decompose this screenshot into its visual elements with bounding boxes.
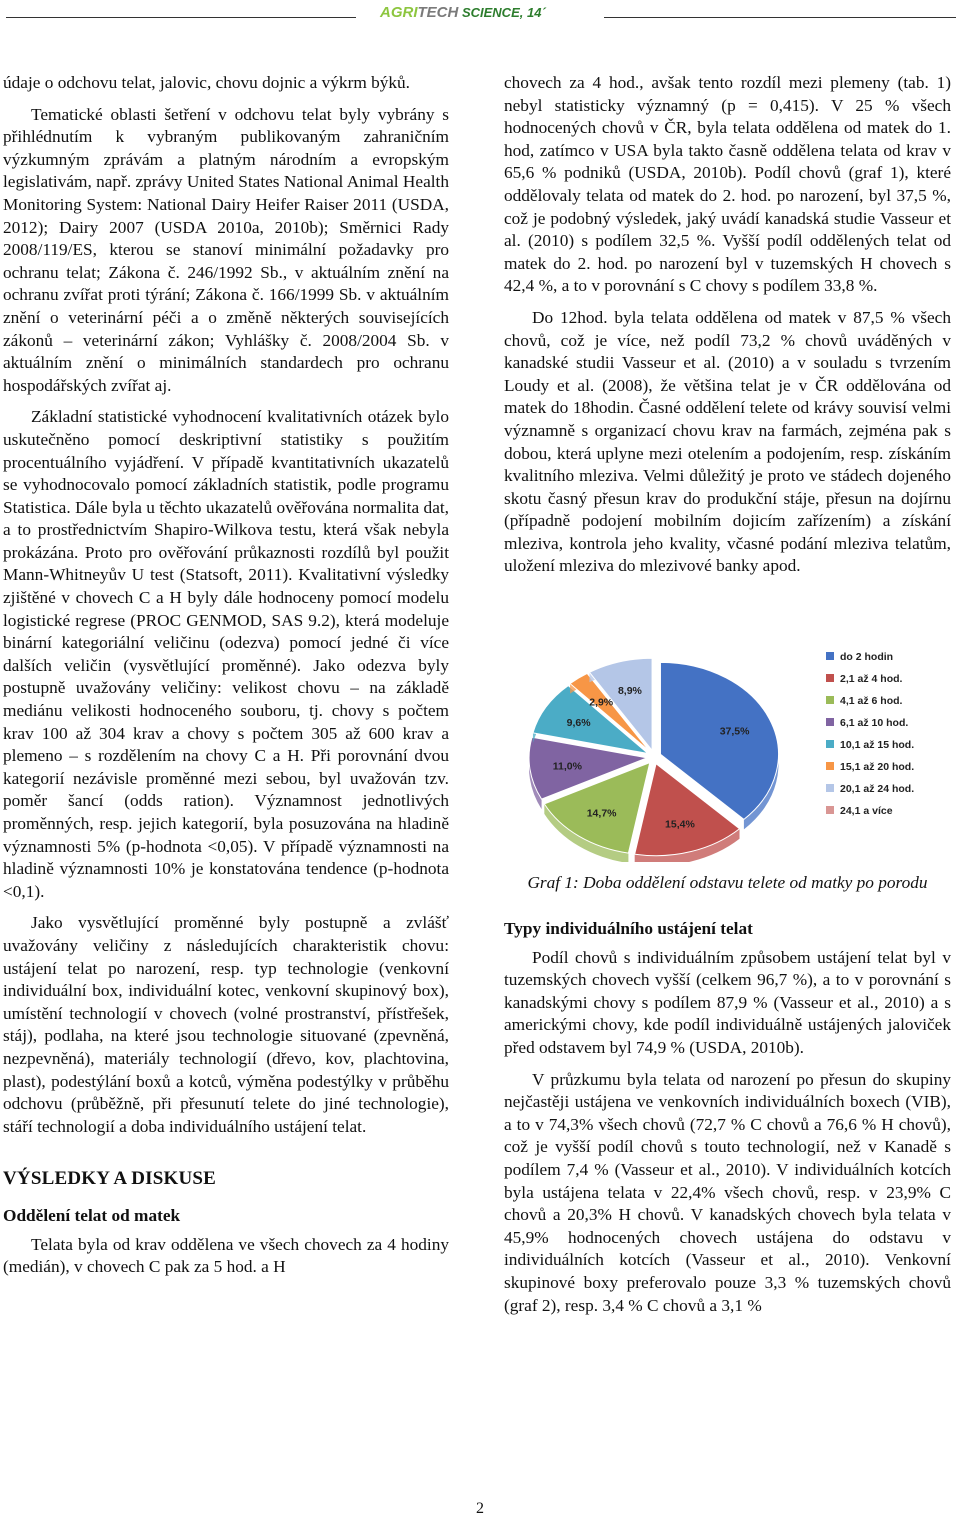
pie-data-label: 11,0% xyxy=(552,760,582,773)
pie-chart xyxy=(504,632,951,862)
section-heading: VÝSLEDKY A DISKUSE xyxy=(3,1168,217,1190)
brand-tech: TECH xyxy=(417,4,459,21)
legend-label: 15,1 až 20 hod. xyxy=(840,761,915,774)
legend-swatch xyxy=(826,652,834,660)
legend-swatch xyxy=(826,696,834,704)
legend-label: 24,1 a více xyxy=(840,805,893,818)
header-rule-right xyxy=(604,17,956,18)
subsection-heading: Typy individuálního ustájení telat xyxy=(504,919,753,939)
legend-swatch xyxy=(826,740,834,748)
legend-label: 2,1 až 4 hod. xyxy=(840,673,903,686)
subsection-heading: Oddělení telat od matek xyxy=(3,1205,181,1225)
page-header xyxy=(0,0,960,26)
brand-agri: AGRI xyxy=(380,4,418,21)
pie-data-label: 2,9% xyxy=(589,696,614,709)
pie-data-label: 14,7% xyxy=(586,807,617,820)
legend-swatch xyxy=(826,718,834,726)
paragraph: Telata byla od krav oddělena ve všech chovech za 4 hodiny (medián), v chovech C pak za 5 hod. a H xyxy=(3,1234,449,1277)
page-number: 2 xyxy=(476,1500,484,1517)
pie-data-label: 15,4% xyxy=(665,818,695,831)
paragraph: Podíl chovů s individuálním způsobem ustájení telat byl v tuzemských chovech vyšší (celkem 96,7 %), a to v porovnání s kanadskými chovy s podílem 87,9 % (Vasseur et al., 2010) a s americkými chovy, kde podíl individuálně ustájených jaloviček před odstavem byl 74,9 % (USDA, 2010b). xyxy=(504,947,951,1058)
pie-data-label: 9,6% xyxy=(566,717,591,730)
legend-swatch xyxy=(826,806,834,814)
header-rule-left xyxy=(6,17,356,18)
legend-swatch xyxy=(826,784,834,792)
paragraph: údaje o odchovu telat, jalovic, chovu dojnic a výkrm býků. xyxy=(3,73,410,92)
paragraph: chovech za 4 hod., avšak tento rozdíl mezi plemeny (tab. 1) nebyl statisticky významný (p = 0,415). V 25 % všech hodnocených chovů v ČR, byla telata oddělena od matek do 1. hod, zatímco v USA byla takto časně oddělena telata od krav v 65,6 % podniků (USDA, 2010b). Podíl chovů (graf 1), které oddělovaly telata od matek do 2. hod. po narození, byl 37,5 %, což je podobný výsledek, jaký uvádí kanadská studie Vasseur et al. (2010) s podílem 32,5 %. Vyšší podíl oddělených telat od matek do 2. hod. po narození byl v tuzemských H chovech s 42,4 %, a to v porovnání s C chovy s podílem 33,8 %. xyxy=(504,73,951,296)
legend-label: 10,1 až 15 hod. xyxy=(840,739,915,752)
figure-caption: Graf 1: Doba oddělení odstavu telete od matky po porodu xyxy=(527,873,928,893)
pie-chart-svg xyxy=(504,632,951,862)
paragraph: Do 12hod. byla telata oddělena od matek v 87,5 % všech chovů, což je více, než podíl 73,2 % chovů uváděných v kanadské studii Vasseur et al. (2010) a v souladu s tvrzením Loudy et al. (2008), že většina telat je v ČR oddělována od matek do 18hodin. Časné oddělení telete od krávy souvisí velmi významně s organizací chovu krav na farmách, zejména pak s dobou, která uplyne mezi otelením a podojením, resp. získáním kvalitního mleziva. Velmi důležitý je proto ve stádech dojeného skotu časný přesun krav do produkční stáje, přesun na dojírnu (případně podojení mobilním dojicím zařízením) a získání mleziva, kontrola jeho kvality, včasné podání mleziva telatům, uložení mleziva do mlezivové banky apod. xyxy=(504,307,951,576)
brand-science: SCIENCE, 14´ xyxy=(458,5,546,20)
paragraph: Tematické oblasti šetření v odchovu telat byly vybrány s přihlédnutím k vybraným publikovaným zahraničním výzkumným zprávám a platným národním a evropským legislativám, např. zprávy United States National Animal Health Monitoring System: National Dairy Heifer Raiser 2011 (USDA, 2012); Dairy 2007 (USDA 2010a, 2010b); Směrnici Rady 2008/119/ES, kterou se stanoví minimální požadavky pro ochranu telat; Zákona č. 246/1992 Sb., v aktuálním znění na ochranu zvířat proti týrání; Zákona č. 166/1999 Sb. v aktuálním znění o veterinární péči a o změně některých souvisejících zákonů – veterinární zákon; Vyhlášky č. 2008/2004 Sb. v aktuálním znění o minimálních standardech pro ochranu hospodářských zvířat aj. xyxy=(3,104,449,395)
legend-swatch xyxy=(826,762,834,770)
paragraph: Jako vysvětlující proměnné byly postupně a zvlášť uvažovány veličiny z následujících charakteristik chovu: ustájení telat po narození, resp. typ technologie (venkovní individuální box, individuální kotec, venkovní skupinový box), umístění technologií v chovech (volné prostranství, přístřešek, stáj), podlaha, na které jsou technologie situované (zpevněná, nezpevněná), materiály technologií (dřevo, kov, plachtovina, plast), podestýlání boxů a kotců, výměna podestýlky v průběhu odchovu (průběžně, při přesunutí telete do jiné technologie), stáří technologií a doba individuálního ustájení telat. xyxy=(3,913,449,1136)
legend-swatch xyxy=(826,674,834,682)
legend-label: 4,1 až 6 hod. xyxy=(840,695,903,708)
legend-label: do 2 hodin xyxy=(840,651,894,664)
paragraph: Základní statistické vyhodnocení kvalitativních otázek bylo uskutečněno pomocí deskriptivní statistiky s použitím procentuálního vyjádření. V případě kvantitativních ukazatelů se vyhodnocovalo pomocí základních statistik, podle programu Statistica. Dále byla u těchto ukazatelů ověřována normalita dat, a to prostřednictvím Shapiro-Wilkova testu, která však nebyla prokázána. Proto pro ověřování průkaznosti rozdílů byl použit Mann-Whitneyův U test (Statsoft, 2011). Kvalitativní výsledky zjištěné v chovech C a H byly dále hodnoceny pomocí modelu logistické regrese (PROC GENMOD, SAS 9.2), která modeluje binární kategoriální veličinu (odezva) pomocí jedné či více dalších veličin (vysvětlující proměnné). Jako odezva byly postupně uvažovány veličiny: velikost chovu – na základě mediánu velikosti hodnoceného souboru, tj. chovy s počtem krav 100 až 304 krav a chovy s počtem 305 až 600 krav a plemeno – s rozdělením na chovy C a H. Při porovnání dvou kategorií nezávisle proměnné mezi sebou, byl uvažován tzv. poměr šancí (odds ration). Významnost jednotlivých proměnných, resp. jejich kategorií, byla posuzována na hladině významnosti 5% (p-hodnota <0,05). V případě významnosti na hladině významnosti 10% je konstatována tendence (p-hodnota <0,1). xyxy=(3,407,449,901)
legend-label: 6,1 až 10 hod. xyxy=(840,717,909,730)
left-column xyxy=(3,72,449,1288)
right-column xyxy=(504,72,951,1326)
pie-data-label: 8,9% xyxy=(617,685,642,698)
legend-label: 20,1 až 24 hod. xyxy=(840,783,915,796)
journal-title xyxy=(380,4,546,21)
paragraph: V průzkumu byla telata od narození po přesun do skupiny nejčastěji ustájena ve venkovních individuálních boxech (VIB), a to v 74,3% všech chovů (72,7 % C chovů a 76,6 % H chovů), což je vyšší podíl chovů s touto technologií, než v Kanadě s podílem 7,4 % (Vasseur et al., 2010). V individuálních kotcích byla ustájena telata v 22,4% všech chovů, resp. v 23,9% C chovů a 20,3% H chovů. V kanadských chovech byla telata v 45,9% hodnocených chovech ustájena do odstavu v individuálních kotcích (Vasseur et al., 2010). Venkovní skupinové boxy preferovalo pouze 3,3 % tuzemských chovů (graf 2), resp. 3,4 % C chovů a 3,1 % xyxy=(504,1069,951,1315)
pie-data-label: 37,5% xyxy=(719,725,750,738)
